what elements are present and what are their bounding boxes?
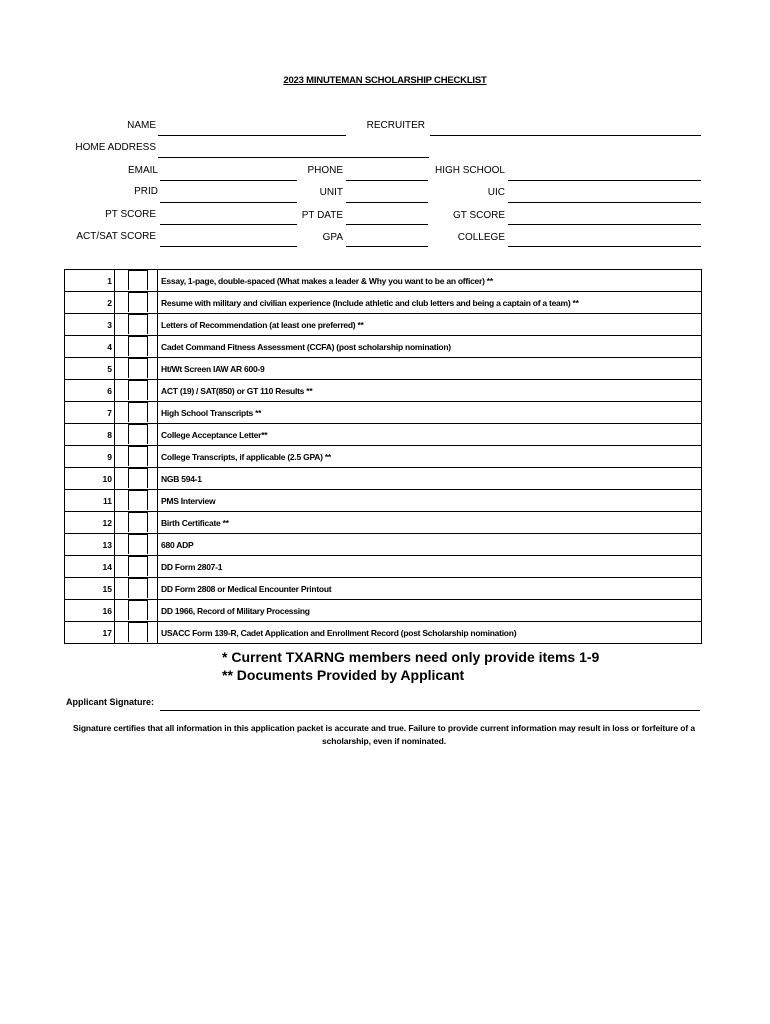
unit-label: UNIT — [319, 187, 343, 198]
signature-field[interactable] — [160, 710, 700, 711]
checklist-row — [65, 314, 702, 336]
item-checkbox-cell — [128, 380, 158, 402]
uic-label: UIC — [487, 187, 505, 198]
item-number: 16 — [65, 600, 115, 622]
item-spacer — [115, 270, 128, 292]
item-checkbox-cell — [128, 446, 158, 468]
item-description: Ht/Wt Screen IAW AR 600-9 — [158, 358, 702, 380]
recruiter-label: RECRUITER — [366, 120, 425, 131]
checklist-row — [65, 512, 702, 534]
note-applicant-docs: ** Documents Provided by Applicant — [222, 667, 465, 683]
name-field[interactable] — [158, 135, 346, 136]
prid-field[interactable] — [160, 202, 297, 203]
item-checkbox[interactable] — [128, 534, 148, 554]
item-checkbox[interactable] — [128, 446, 148, 466]
checklist-row — [65, 292, 702, 314]
gpa-label: GPA — [322, 232, 343, 243]
gt-score-field[interactable] — [508, 224, 701, 225]
item-number: 6 — [65, 380, 115, 402]
item-checkbox[interactable] — [128, 270, 148, 290]
page-title: 2023 MINUTEMAN SCHOLARSHIP CHECKLIST — [283, 75, 487, 86]
phone-label: PHONE — [307, 165, 343, 176]
item-checkbox[interactable] — [128, 292, 148, 312]
item-description: Letters of Recommendation (at least one preferred) ** — [158, 314, 702, 336]
item-description: Resume with military and civilian experience (Include athletic and club letters and being a captain of a team) ** — [158, 292, 702, 314]
item-description: Cadet Command Fitness Assessment (CCFA) (post scholarship nomination) — [158, 336, 702, 358]
item-checkbox[interactable] — [128, 468, 148, 488]
item-checkbox-cell — [128, 556, 158, 578]
item-number: 1 — [65, 270, 115, 292]
item-checkbox[interactable] — [128, 600, 148, 620]
item-description: ACT (19) / SAT(850) or GT 110 Results ** — [158, 380, 702, 402]
home-address-label: HOME ADDRESS — [75, 142, 156, 153]
item-checkbox[interactable] — [128, 424, 148, 444]
item-checkbox-cell — [128, 292, 158, 314]
item-checkbox-cell — [128, 336, 158, 358]
item-checkbox[interactable] — [128, 556, 148, 576]
item-number: 5 — [65, 358, 115, 380]
item-checkbox[interactable] — [128, 380, 148, 400]
email-field[interactable] — [160, 180, 297, 181]
item-checkbox[interactable] — [128, 314, 148, 334]
item-number: 3 — [65, 314, 115, 336]
item-number: 10 — [65, 468, 115, 490]
act-sat-score-field[interactable] — [160, 246, 297, 247]
checklist-row — [65, 424, 702, 446]
note-txarng: * Current TXARNG members need only provide items 1-9 — [222, 649, 600, 665]
checklist-table — [64, 269, 702, 644]
item-description: College Transcripts, if applicable (2.5 GPA) ** — [158, 446, 702, 468]
checklist-row — [65, 358, 702, 380]
item-spacer — [115, 468, 128, 490]
name-label: NAME — [127, 120, 156, 131]
email-label: EMAIL — [127, 165, 158, 176]
college-label: COLLEGE — [457, 232, 505, 243]
item-checkbox-cell — [128, 578, 158, 600]
item-checkbox-cell — [128, 622, 158, 644]
item-spacer — [115, 556, 128, 578]
item-spacer — [115, 512, 128, 534]
item-spacer — [115, 402, 128, 424]
item-spacer — [115, 424, 128, 446]
item-checkbox[interactable] — [128, 402, 148, 422]
item-number: 4 — [65, 336, 115, 358]
checklist-row — [65, 578, 702, 600]
item-checkbox-cell — [128, 270, 158, 292]
item-description: PMS Interview — [158, 490, 702, 512]
item-checkbox-cell — [128, 424, 158, 446]
prid-label: PRID — [134, 186, 158, 197]
item-checkbox-cell — [128, 468, 158, 490]
item-description: High School Transcripts ** — [158, 402, 702, 424]
item-number: 13 — [65, 534, 115, 556]
item-number: 7 — [65, 402, 115, 424]
item-spacer — [115, 490, 128, 512]
item-number: 2 — [65, 292, 115, 314]
item-checkbox-cell — [128, 490, 158, 512]
item-description: 680 ADP — [158, 534, 702, 556]
checklist-row — [65, 490, 702, 512]
checklist-row — [65, 402, 702, 424]
item-number: 9 — [65, 446, 115, 468]
item-number: 14 — [65, 556, 115, 578]
checklist-row — [65, 534, 702, 556]
item-spacer — [115, 314, 128, 336]
item-checkbox-cell — [128, 358, 158, 380]
phone-field[interactable] — [346, 180, 428, 181]
checklist-row — [65, 468, 702, 490]
unit-field[interactable] — [346, 202, 428, 203]
item-description: USACC Form 139-R, Cadet Application and Enrollment Record (post Scholarship nomination) — [158, 622, 702, 644]
item-spacer — [115, 534, 128, 556]
item-spacer — [115, 336, 128, 358]
item-spacer — [115, 578, 128, 600]
checklist-row — [65, 600, 702, 622]
item-description: DD 1966, Record of Military Processing — [158, 600, 702, 622]
gt-score-label: GT SCORE — [452, 210, 505, 221]
signature-label: Applicant Signature: — [66, 697, 155, 707]
item-checkbox[interactable] — [128, 512, 148, 532]
pt-score-label: PT SCORE — [105, 209, 156, 220]
item-description: Birth Certificate ** — [158, 512, 702, 534]
home-address-field[interactable] — [158, 157, 429, 158]
item-checkbox-cell — [128, 402, 158, 424]
item-checkbox-cell — [128, 512, 158, 534]
checklist-row — [65, 556, 702, 578]
pt-score-field[interactable] — [160, 224, 297, 225]
item-number: 15 — [65, 578, 115, 600]
item-number: 8 — [65, 424, 115, 446]
checklist-row — [65, 270, 702, 292]
item-checkbox[interactable] — [128, 622, 148, 642]
item-description: NGB 594-1 — [158, 468, 702, 490]
item-checkbox[interactable] — [128, 358, 148, 378]
gpa-field[interactable] — [346, 246, 428, 247]
item-checkbox[interactable] — [128, 336, 148, 356]
checklist-row — [65, 336, 702, 358]
certification-statement: Signature certifies that all information in this application packet is accurate and true. Failure to provide current information may result in loss or forfeiture of a scholarship, even if nominated. — [73, 723, 695, 746]
high-school-field[interactable] — [508, 180, 701, 181]
pt-date-label: PT DATE — [301, 210, 343, 221]
item-checkbox[interactable] — [128, 578, 148, 598]
checklist-row — [65, 622, 702, 644]
item-number: 12 — [65, 512, 115, 534]
item-spacer — [115, 292, 128, 314]
recruiter-field[interactable] — [430, 135, 701, 136]
item-checkbox-cell — [128, 600, 158, 622]
college-field[interactable] — [508, 246, 701, 247]
high-school-label: HIGH SCHOOL — [434, 165, 505, 176]
uic-field[interactable] — [508, 202, 701, 203]
item-description: DD Form 2807-1 — [158, 556, 702, 578]
checklist-row — [65, 446, 702, 468]
item-description: Essay, 1-page, double-spaced (What makes a leader & Why you want to be an officer) ** — [158, 270, 702, 292]
checklist-row — [65, 380, 702, 402]
item-description: College Acceptance Letter** — [158, 424, 702, 446]
item-checkbox[interactable] — [128, 490, 148, 510]
item-number: 17 — [65, 622, 115, 644]
item-spacer — [115, 622, 128, 644]
act-sat-score-label: ACT/SAT SCORE — [76, 231, 156, 242]
item-checkbox-cell — [128, 314, 158, 336]
item-spacer — [115, 446, 128, 468]
pt-date-field[interactable] — [346, 224, 428, 225]
item-number: 11 — [65, 490, 115, 512]
item-description: DD Form 2808 or Medical Encounter Printout — [158, 578, 702, 600]
item-spacer — [115, 380, 128, 402]
item-spacer — [115, 358, 128, 380]
item-checkbox-cell — [128, 534, 158, 556]
item-spacer — [115, 600, 128, 622]
